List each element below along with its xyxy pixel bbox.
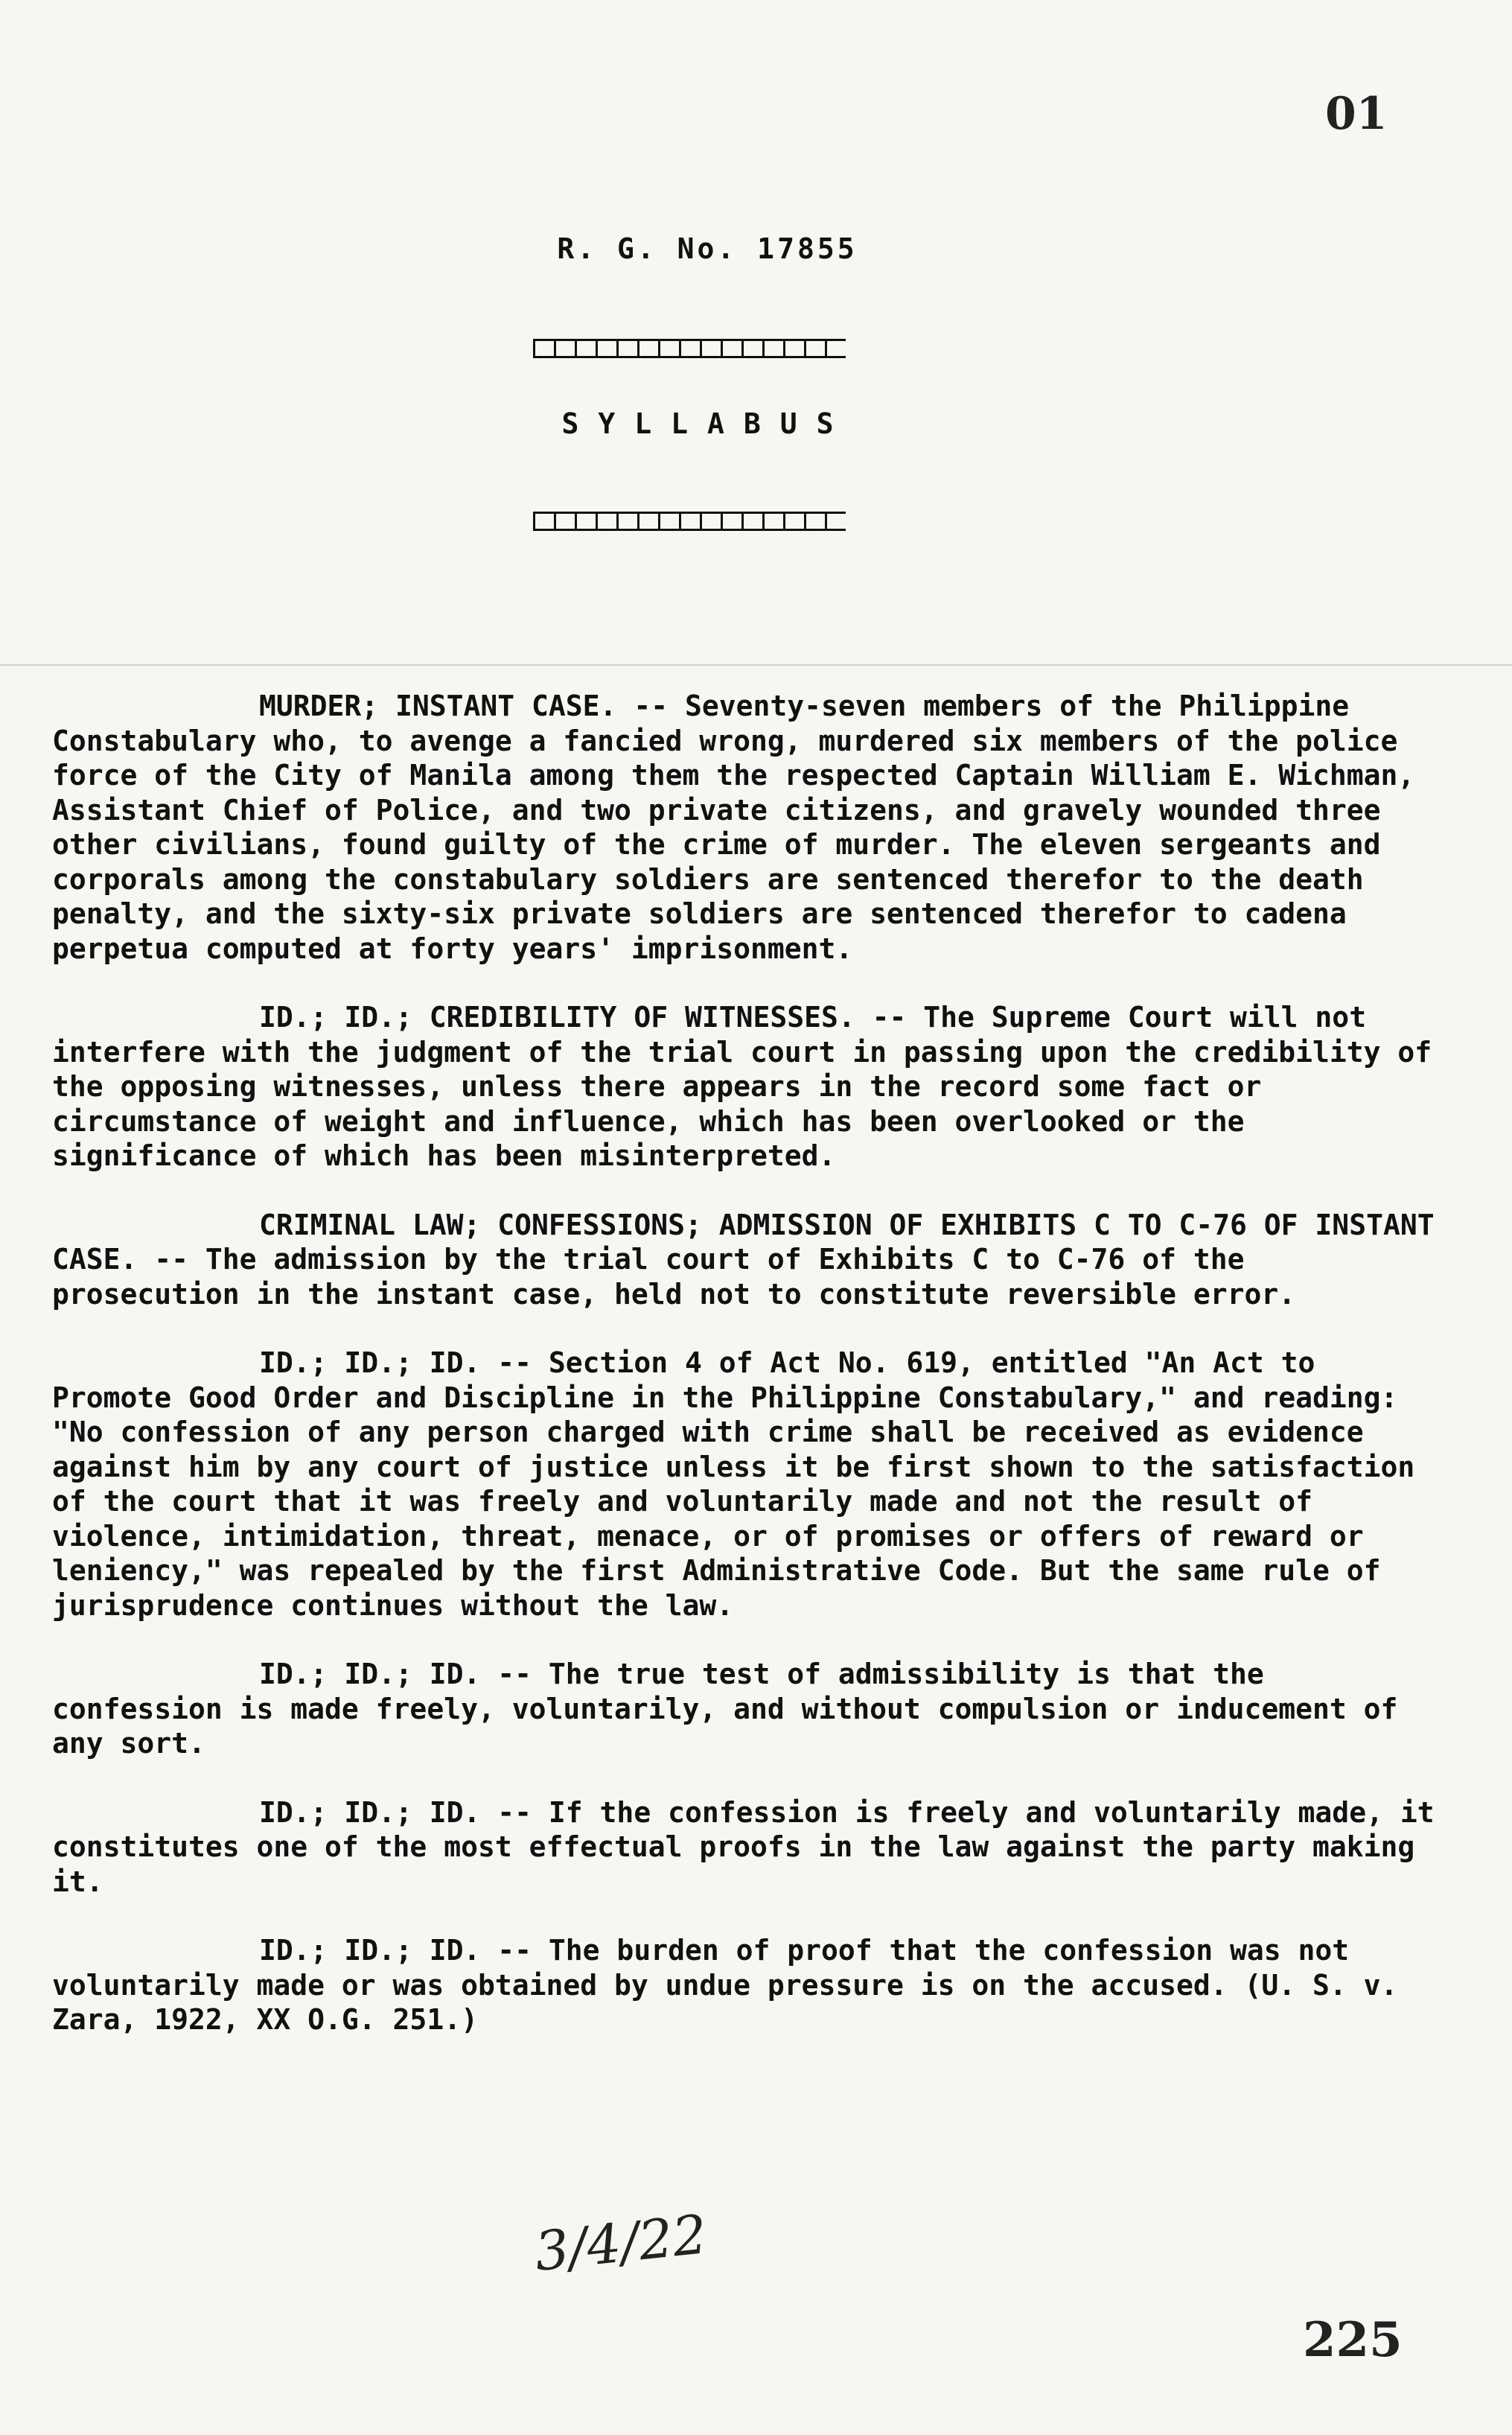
case-number: R. G. No. 17855: [557, 232, 858, 265]
syllabus-body: [52, 689, 1452, 2072]
syllabus-paragraph: ID.; ID.; CREDIBILITY OF WITNESSES. -- The Supreme Court will not interfere with the judgment of the trial court in passing upon the credibility of the opposing witnesses, unless there appears in the record some fact or circumstance of weight and influence, which has been overlooked or the significance of which has been misinterpreted.: [52, 1001, 1449, 1172]
divider-bottom: [533, 512, 846, 531]
fold-line: [0, 664, 1512, 666]
corner-page-mark: 01: [1325, 88, 1388, 140]
syllabus-paragraph: ID.; ID.; ID. -- Section 4 of Act No. 619, entitled "An Act to Promote Good Order and Discipline in the Philippine Constabulary," and reading: "No confession of any person charged with crime shall be received as evidence against him by any court of justice unless it be first shown to the satisfaction of the court that it was freely and voluntarily made and not the result of violence, intimidation, threat, menace, or of promises or offers of reward or leniency," was repealed by the first Administrative Code. But the same rule of jurisprudence continues without the law.: [52, 1346, 1432, 1622]
syllabus-paragraph: MURDER; INSTANT CASE. -- Seventy-seven members of the Philippine Constabulary who, to avenge a fancied wrong, murdered six members of the police force of the City of Manila among them the respected Captain William E. Wichman, Assistant Chief of Police, and two private citizens, and gravely wounded three other civilians, found guilty of the crime of murder. The eleven sergeants and corporals among the constabulary soldiers are sentenced therefor to the death penalty, and the sixty-six private soldiers are sentenced therefor to cadena perpetua computed at forty years' imprisonment.: [52, 690, 1432, 965]
page-number: 225: [1303, 2312, 1403, 2368]
syllabus-paragraph: CRIMINAL LAW; CONFESSIONS; ADMISSION OF EXHIBITS C TO C-76 OF INSTANT CASE. -- The admission by the trial court of Exhibits C to C-76 of the prosecution in the instant case, held not to constitute reversible error.: [52, 1208, 1452, 1311]
syllabus-paragraph: ID.; ID.; ID. -- The true test of admissibility is that the confession is made freely, voluntarily, and without compulsion or inducement of any sort.: [52, 1658, 1415, 1760]
syllabus-paragraph: ID.; ID.; ID. -- The burden of proof that the confession was not voluntarily made or was obtained by undue pressure is on the accused. (U. S. v. Zara, 1922, XX O.G. 251.): [52, 1934, 1415, 2036]
handwritten-date: 3/4/22: [532, 2203, 710, 2283]
divider-top: [533, 339, 846, 358]
syllabus-paragraph: ID.; ID.; ID. -- If the confession is freely and voluntarily made, it constitutes one of the most effectual proofs in the law against the party making it.: [52, 1795, 1452, 1898]
syllabus-heading: SYLLABUS: [561, 407, 853, 440]
